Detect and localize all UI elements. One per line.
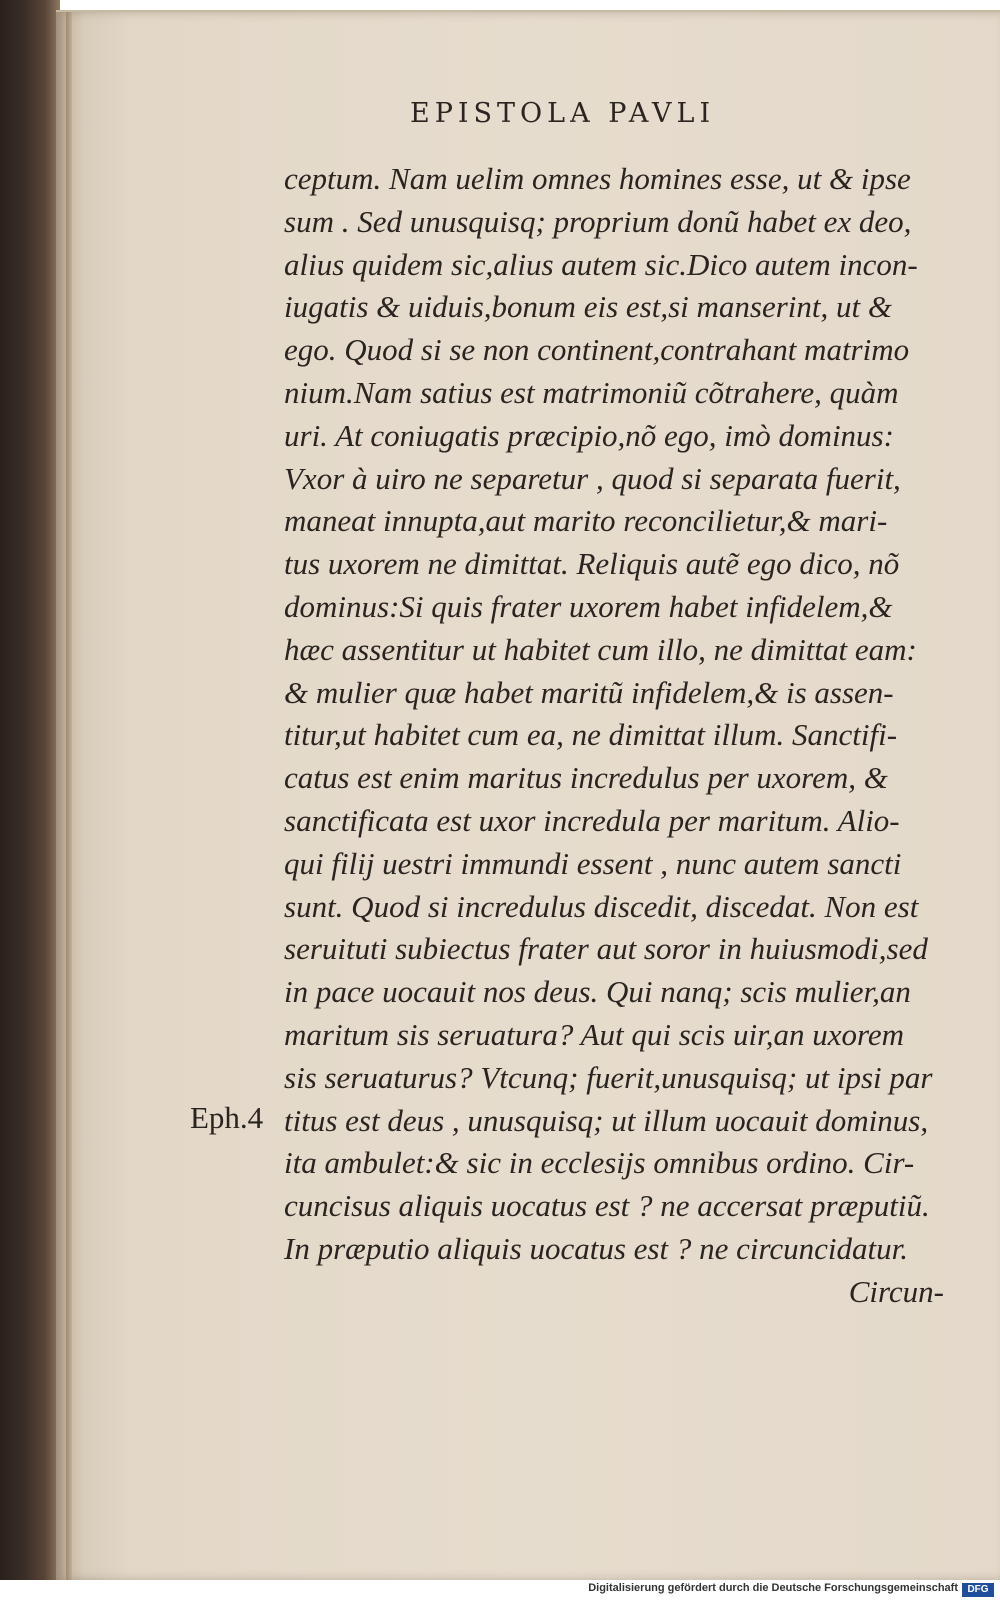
text-line: Vxor à uiro ne separetur , quod si separata fuerit, bbox=[284, 460, 901, 496]
text-line: ceptum. Nam uelim omnes homines esse, ut & ipse bbox=[284, 161, 911, 196]
body-text bbox=[284, 158, 984, 1314]
text-line: sanctificata est uxor incredula per maritum. Alio- bbox=[284, 802, 900, 838]
text-line: seruituti subiectus frater aut soror in huiusmodi,sed bbox=[284, 931, 928, 967]
text-line: iugatis & uiduis,bonum eis est,si manserint, ut & bbox=[284, 289, 892, 325]
text-line: nium.Nam satius est matrimoniũ cõtrahere, quàm bbox=[284, 374, 899, 410]
text-line: tus uxorem ne dimittat. Reliquis autẽ ego dico, nõ bbox=[284, 546, 900, 582]
text-line: maritum sis seruatura? Aut qui scis uir,an uxorem bbox=[284, 1016, 905, 1052]
text-line: titus est deus , unusquisq; ut illum uocauit dominus, bbox=[284, 1102, 929, 1138]
text-line: sum . Sed unusquisq; proprium donũ habet ex deo, bbox=[284, 203, 912, 239]
text-line: maneat innupta,aut marito reconcilietur,& mari- bbox=[284, 503, 888, 539]
text-line: In præputio aliquis uocatus est ? ne circuncidatur. bbox=[284, 1230, 908, 1266]
text-line: hæc assentitur ut habitet cum illo, ne dimittat eam: bbox=[284, 631, 917, 667]
text-line: qui filij uestri immundi essent , nunc autem sancti bbox=[284, 845, 902, 881]
text-line: catus est enim maritus incredulus per uxorem, & bbox=[284, 760, 888, 796]
text-line: sunt. Quod si incredulus discedit, discedat. Non est bbox=[284, 888, 919, 924]
text-line: ita ambulet:& sic in ecclesijs omnibus ordino. Cir- bbox=[284, 1145, 915, 1181]
book-binding-edge bbox=[0, 0, 60, 1580]
running-head: EPISTOLA PAVLI bbox=[410, 98, 716, 129]
text-line: ego. Quod si se non continent,contrahant matrimo bbox=[284, 332, 910, 368]
dfg-logo: DFG bbox=[962, 1583, 994, 1597]
text-line: dominus:Si quis frater uxorem habet infidelem,& bbox=[284, 588, 893, 624]
text-line: in pace uocauit nos deus. Qui nanq; scis mulier,an bbox=[284, 974, 911, 1010]
text-line: cuncisus aliquis uocatus est ? ne accersat præputiũ. bbox=[284, 1188, 930, 1224]
page-gutter-shadow bbox=[66, 12, 72, 1580]
catchword: Circun- bbox=[848, 1273, 944, 1309]
text-line: alius quidem sic,alius autem sic.Dico autem incon- bbox=[284, 246, 918, 282]
text-line: & mulier quæ habet maritũ infidelem,& is assen- bbox=[284, 674, 894, 710]
marginal-note: Eph.4 bbox=[190, 1100, 264, 1135]
digitization-credit: Digitalisierung gefördert durch die Deutsche Forschungsgemeinschaft bbox=[588, 1582, 958, 1594]
text-line: titur,ut habitet cum ea, ne dimittat illum. Sanctifi- bbox=[284, 717, 898, 753]
text-line: uri. At coniugatis præcipio,nõ ego, imò dominus: bbox=[284, 417, 894, 453]
text-line: sis seruaturus? Vtcunq; fuerit,unusquisq; ut ipsi par bbox=[284, 1059, 933, 1095]
